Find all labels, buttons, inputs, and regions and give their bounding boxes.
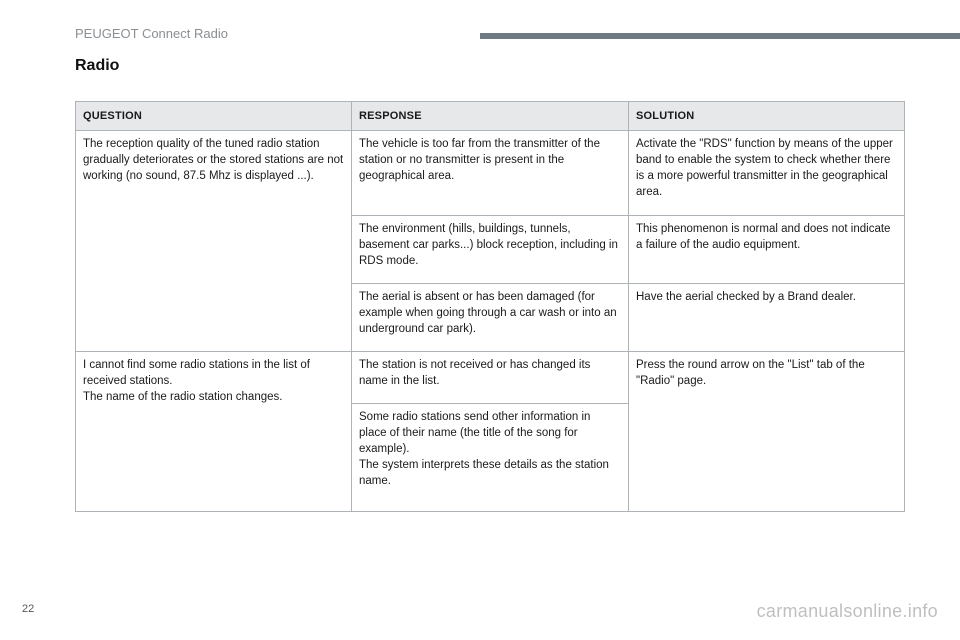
question-cell — [76, 352, 352, 512]
table-row — [76, 352, 905, 404]
question-cell: The reception quality of the tuned radio station gradually deteriorates or the stored stations are not working (no sound, 87.5 Mhz is displayed ...). — [76, 131, 352, 352]
table-header-row — [76, 102, 905, 131]
watermark: carmanualsonline.info — [756, 601, 938, 621]
response-cell: The station is not received or has changed its name in the list. — [352, 352, 629, 404]
document-header-title: PEUGEOT Connect Radio — [75, 26, 228, 41]
response-line: Some radio stations send other information in place of their name (the title of the song for example). — [359, 411, 591, 455]
question-line: The name of the radio station changes. — [83, 391, 283, 403]
response-cell — [352, 404, 629, 512]
question-line: I cannot find some radio stations in the list of received stations. — [83, 359, 310, 387]
response-cell: The environment (hills, buildings, tunnels, basement car parks...) block reception, including in RDS mode. — [352, 216, 629, 284]
troubleshooting-table — [75, 101, 905, 512]
column-header-solution: SOLUTION — [629, 102, 905, 131]
column-header-response: RESPONSE — [352, 102, 629, 131]
solution-cell: Press the round arrow on the "List" tab of the "Radio" page. — [629, 352, 905, 512]
response-cell: The vehicle is too far from the transmitter of the station or no transmitter is present in the geographical area. — [352, 131, 629, 216]
header-rule — [480, 33, 960, 39]
solution-cell: Have the aerial checked by a Brand dealer. — [629, 284, 905, 352]
column-header-question: QUESTION — [76, 102, 352, 131]
response-line: The system interprets these details as the station name. — [359, 459, 609, 487]
solution-cell: Activate the "RDS" function by means of the upper band to enable the system to check whether there is a more powerful transmitter in the geographical area. — [629, 131, 905, 216]
response-cell: The aerial is absent or has been damaged (for example when going through a car wash or into an underground car park). — [352, 284, 629, 352]
section-title: Radio — [75, 57, 120, 74]
solution-cell: This phenomenon is normal and does not indicate a failure of the audio equipment. — [629, 216, 905, 284]
table-row — [76, 131, 905, 216]
page-number: 22 — [22, 603, 35, 615]
